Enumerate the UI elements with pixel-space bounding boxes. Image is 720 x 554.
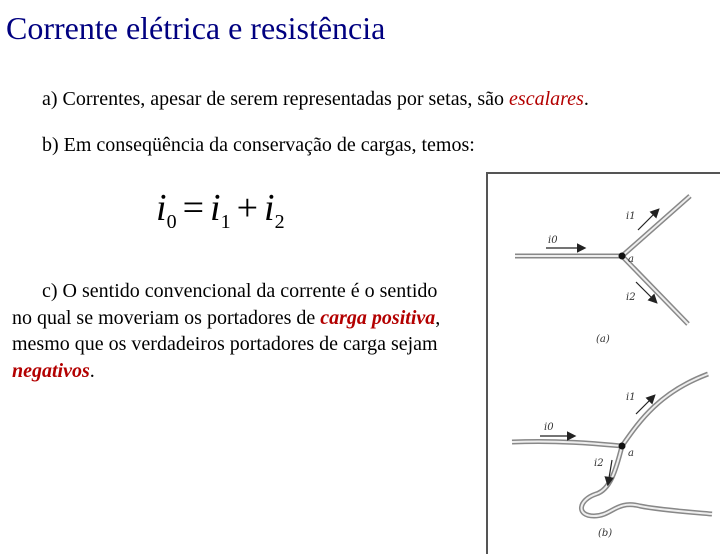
node-a-dot (619, 253, 626, 260)
caption-b: (b) (598, 528, 613, 539)
paragraph-b: b) Em conseqüência da conservação de cargas, temos: (42, 134, 475, 156)
label-a-i1: i1 (626, 211, 636, 222)
figure-a (515, 196, 690, 345)
paragraph-c-text: c) O sentido convencional da corrente é o sentido no qual se moveriam os portadores de (12, 280, 438, 329)
wire-b-up (622, 374, 708, 446)
node-b-dot (619, 443, 626, 450)
label-b-node: a (628, 448, 634, 459)
label-b-i0: i0 (544, 422, 554, 433)
paragraph-c-emphasis-positive: carga positiva (320, 306, 436, 329)
label-b-i1: i1 (626, 392, 636, 403)
eq-i1-sub: 1 (220, 211, 231, 233)
eq-plus: + (236, 187, 258, 229)
eq-i2: i (264, 187, 275, 229)
eq-i1: i (210, 187, 221, 229)
label-a-i0: i0 (548, 235, 558, 246)
eq-equals: = (182, 187, 204, 229)
paragraph-a-suffix: . (583, 88, 589, 110)
label-b-i2: i2 (594, 458, 604, 469)
paragraph-c-emphasis-negative: negativos (12, 359, 90, 382)
eq-i2-sub: 2 (274, 211, 285, 233)
paragraph-c-suffix: . (89, 359, 95, 382)
label-a-node: a (628, 254, 634, 265)
eq-i0-sub: 0 (166, 211, 177, 233)
paragraph-a-text: a) Correntes, apesar de serem representadas por setas, são (42, 88, 510, 110)
label-a-i2: i2 (626, 292, 636, 303)
caption-a: (a) (596, 334, 610, 345)
paragraph-a-emphasis: escalares (509, 88, 584, 110)
slide-title: Corrente elétrica e resistência (6, 10, 386, 46)
paragraph-c-middle: , mesmo que os verdadeiros portadores de carga sejam (12, 306, 441, 355)
eq-i0: i (156, 187, 167, 229)
figure-b (512, 374, 712, 539)
wire-b-loop (581, 446, 712, 516)
